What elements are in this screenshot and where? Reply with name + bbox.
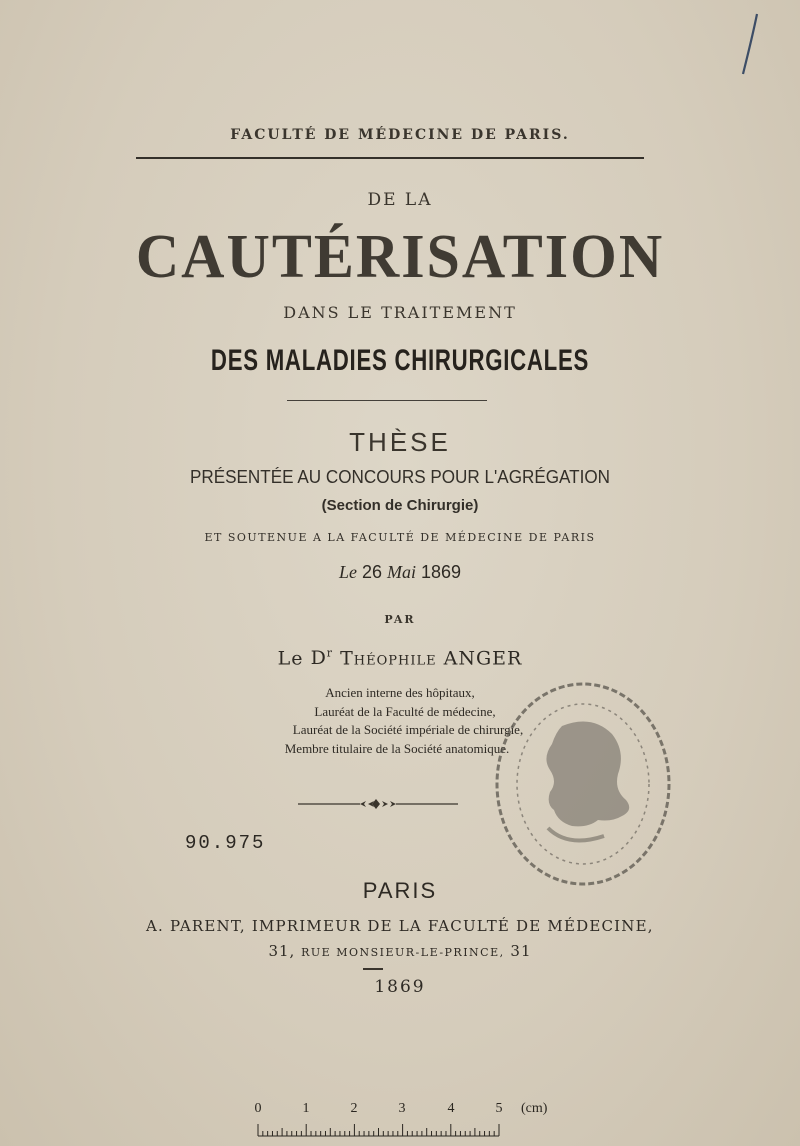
- author-first-name: Théophile: [340, 647, 437, 670]
- imprint-printer: A. PARENT, IMPRIMEUR DE LA FACULTÉ DE MÉDECINE,: [146, 917, 654, 935]
- pencil-mark: [735, 10, 765, 80]
- credential-line: Lauréat de la Société impériale de chirurgie,: [292, 722, 524, 737]
- scale-label: 3: [398, 1101, 406, 1116]
- thesis-presented: PRÉSENTÉE AU CONCOURS POUR L'AGRÉGATION: [189, 467, 611, 487]
- title-rule: [287, 400, 487, 401]
- date-day: 26: [361, 562, 382, 582]
- author-title: [311, 647, 334, 669]
- title-connector: DANS LE TRAITEMENT: [283, 303, 517, 322]
- thesis-defended: ET SOUTENUE A LA FACULTÉ DE MÉDECINE DE PARIS: [204, 531, 596, 544]
- scale-label: 5: [495, 1101, 503, 1116]
- address-number-end: 31: [510, 942, 532, 960]
- thesis-section: (Section de Chirurgie): [321, 497, 479, 514]
- imprint-year: 1869: [374, 977, 426, 997]
- thesis-label: THÈSE: [349, 427, 451, 457]
- header-rule: [136, 157, 644, 159]
- faculty-header: FACULTÉ DE MÉDECINE DE PARIS.: [230, 127, 570, 143]
- author-dr-sup: r: [326, 647, 334, 660]
- imprint-dash: [363, 968, 383, 970]
- author-dr: D: [310, 647, 327, 670]
- main-title: CAUTÉRISATION: [135, 221, 665, 291]
- scale-label: 0: [255, 1101, 262, 1116]
- scale-unit: (cm): [521, 1101, 548, 1116]
- scale-label: 4: [447, 1101, 455, 1116]
- thesis-date: [0, 562, 800, 583]
- scale-label: 2: [350, 1101, 358, 1116]
- author-last-name: ANGER: [443, 647, 523, 670]
- scale-label: 1: [302, 1101, 310, 1116]
- ornament-divider: [298, 795, 458, 813]
- imprint-address: [0, 942, 800, 960]
- date-prefix: Le: [338, 562, 357, 582]
- date-month: Mai: [387, 562, 416, 582]
- subtitle: DES MALADIES CHIRURGICALES: [210, 344, 590, 377]
- imprint-city: PARIS: [362, 878, 438, 903]
- by-label: PAR: [384, 613, 416, 626]
- address-number: 31,: [268, 942, 296, 960]
- library-stamp-icon: [492, 678, 674, 890]
- author-le: Le: [277, 647, 304, 670]
- author-line: [0, 647, 800, 669]
- shelfmark-number: 90.975: [185, 832, 266, 854]
- scale-bar: [255, 1098, 555, 1140]
- credential-line: Membre titulaire de la Société anatomique.: [284, 740, 510, 756]
- credential-line: Ancien interne des hôpitaux,: [325, 685, 475, 700]
- credential-line: Lauréat de la Faculté de médecine,: [314, 703, 496, 719]
- title-prefix: DE LA: [367, 190, 433, 210]
- date-year: 1869: [421, 562, 462, 582]
- address-street: RUE MONSIEUR-LE-PRINCE,: [301, 946, 505, 959]
